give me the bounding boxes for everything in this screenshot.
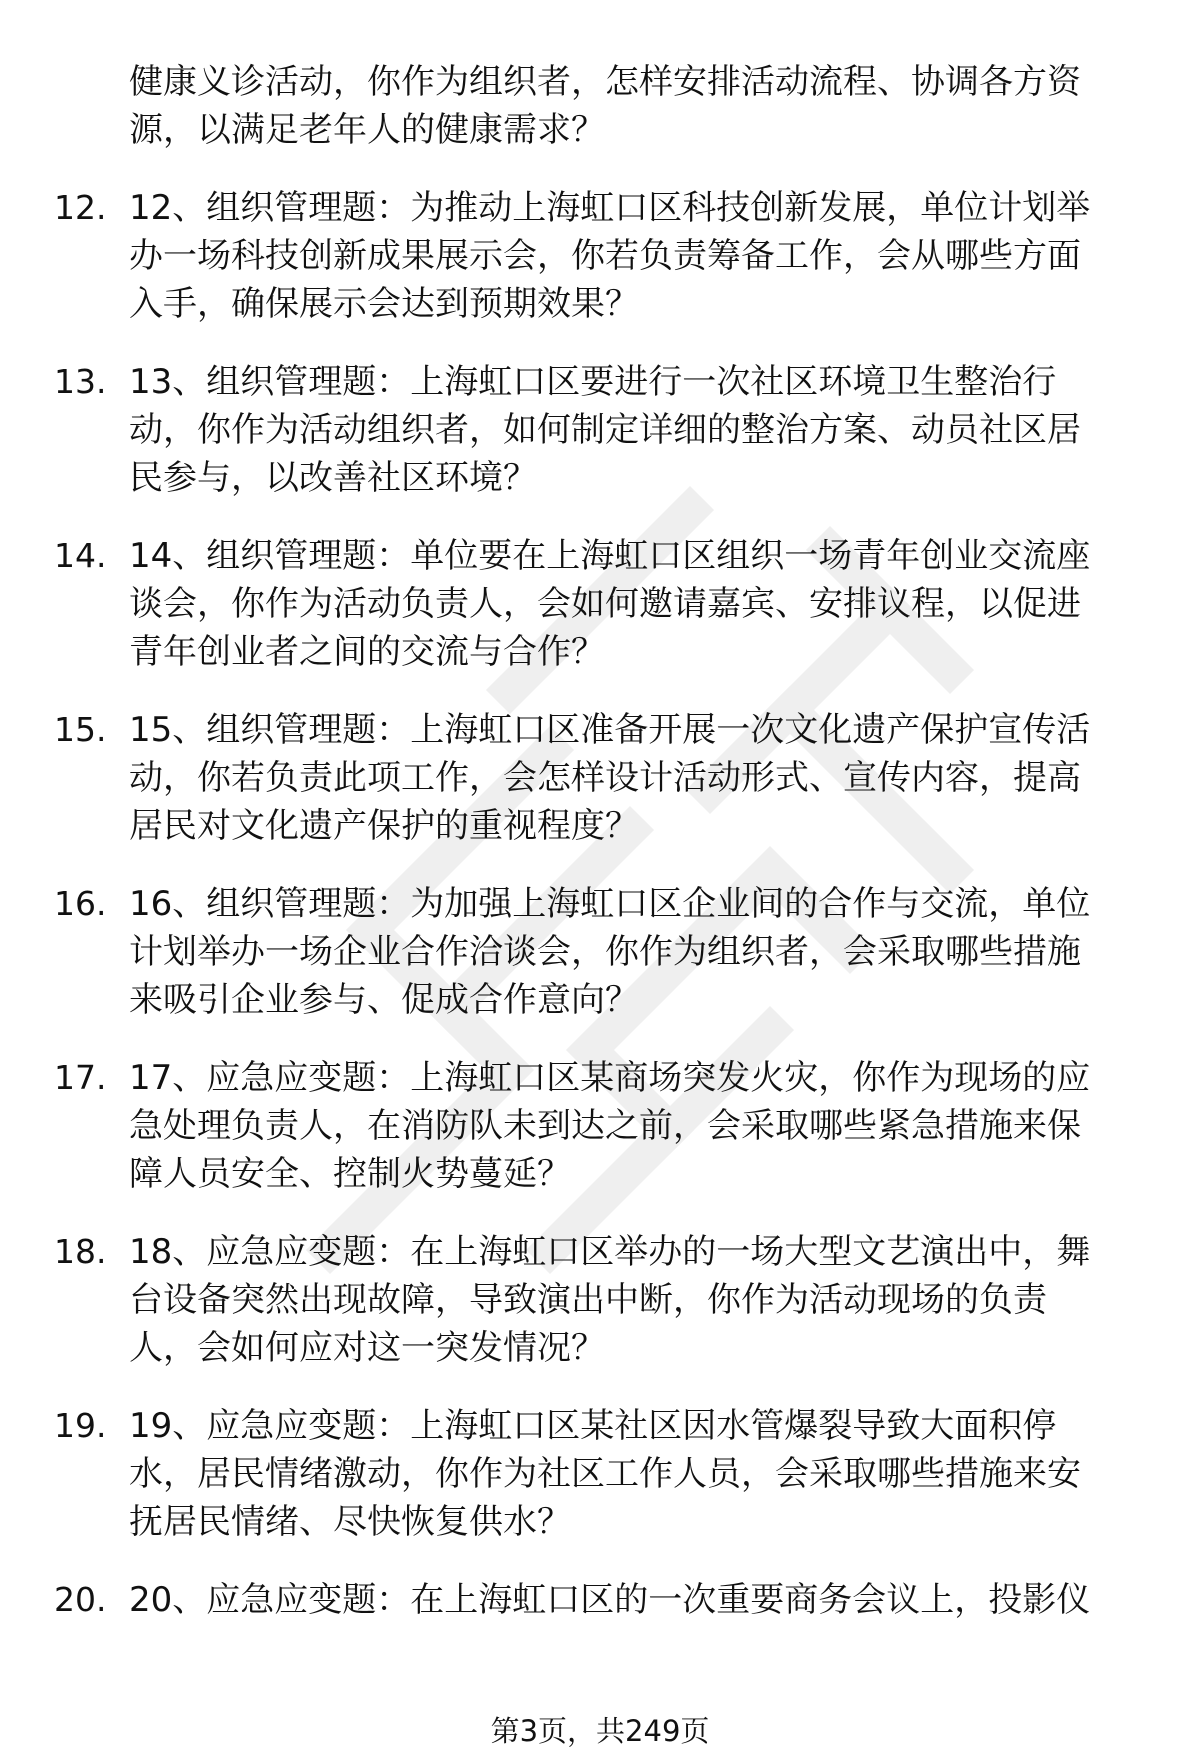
list-item-text-line: 19、应急应变题：上海虹口区某社区因水管爆裂导致大面积停: [129, 1406, 1057, 1446]
list-item-text-line: 障人员安全、控制火势蔓延？: [129, 1154, 571, 1194]
list-item-text-line: 18、应急应变题：在上海虹口区举办的一场大型文艺演出中，舞: [129, 1232, 1091, 1272]
list-item-text-line: 办一场科技创新成果展示会，你若负责筹备工作，会从哪些方面: [129, 236, 1081, 276]
list-item-text-line: 青年创业者之间的交流与合作？: [129, 632, 605, 672]
list-item-text-line: 17、应急应变题：上海虹口区某商场突发火灾，你作为现场的应: [129, 1058, 1091, 1098]
list-item-number: 14.: [54, 536, 107, 575]
list-item-text-line: 来吸引企业参与、促成合作意向？: [129, 980, 639, 1020]
list-item-text-line: 15、组织管理题：上海虹口区准备开展一次文化遗产保护宣传活: [129, 710, 1091, 750]
list-item-text-line: 14、组织管理题：单位要在上海虹口区组织一场青年创业交流座: [129, 536, 1091, 576]
continuation-line: 健康义诊活动，你作为组织者，怎样安排活动流程、协调各方资: [129, 62, 1081, 102]
list-item-text-line: 居民对文化遗产保护的重视程度？: [129, 806, 639, 846]
list-item-text-line: 动，你作为活动组织者，如何制定详细的整治方案、动员社区居: [129, 410, 1081, 450]
list-item-text-line: 20、应急应变题：在上海虹口区的一次重要商务会议上，投影仪: [129, 1580, 1091, 1620]
list-item-number: 18.: [54, 1232, 107, 1271]
list-item-number: 16.: [54, 884, 107, 923]
list-item-text-line: 水，居民情绪激动，你作为社区工作人员，会采取哪些措施来安: [129, 1454, 1081, 1494]
list-item-number: 15.: [54, 710, 107, 749]
list-item-text-line: 动，你若负责此项工作，会怎样设计活动形式、宣传内容，提高: [129, 758, 1081, 798]
list-item-text-line: 台设备突然出现故障，导致演出中断，你作为活动现场的负责: [129, 1280, 1047, 1320]
list-item-number: 12.: [54, 188, 107, 227]
page-footer: 第3页，共249页: [490, 1714, 710, 1748]
list-item-text-line: 16、组织管理题：为加强上海虹口区企业间的合作与交流，单位: [129, 884, 1091, 924]
list-item-text-line: 人，会如何应对这一突发情况？: [129, 1328, 605, 1368]
list-item-text-line: 谈会，你作为活动负责人，会如何邀请嘉宾、安排议程，以促进: [129, 584, 1081, 624]
list-item-text-line: 急处理负责人，在消防队未到达之前，会采取哪些紧急措施来保: [129, 1106, 1081, 1146]
list-item-number: 17.: [54, 1058, 107, 1097]
list-item-text-line: 计划举办一场企业合作洽谈会，你作为组织者，会采取哪些措施: [129, 932, 1081, 972]
list-item-text-line: 入手，确保展示会达到预期效果？: [129, 284, 639, 324]
list-item-text-line: 13、组织管理题：上海虹口区要进行一次社区环境卫生整治行: [129, 362, 1057, 402]
list-item-text-line: 12、组织管理题：为推动上海虹口区科技创新发展，单位计划举: [129, 188, 1091, 228]
list-item-number: 20.: [54, 1580, 107, 1619]
list-item-text-line: 民参与，以改善社区环境？: [129, 458, 537, 498]
list-item-number: 19.: [54, 1406, 107, 1445]
list-item-text-line: 抚居民情绪、尽快恢复供水？: [129, 1502, 571, 1542]
continuation-line: 源，以满足老年人的健康需求？: [129, 110, 605, 150]
list-item-number: 13.: [54, 362, 107, 401]
